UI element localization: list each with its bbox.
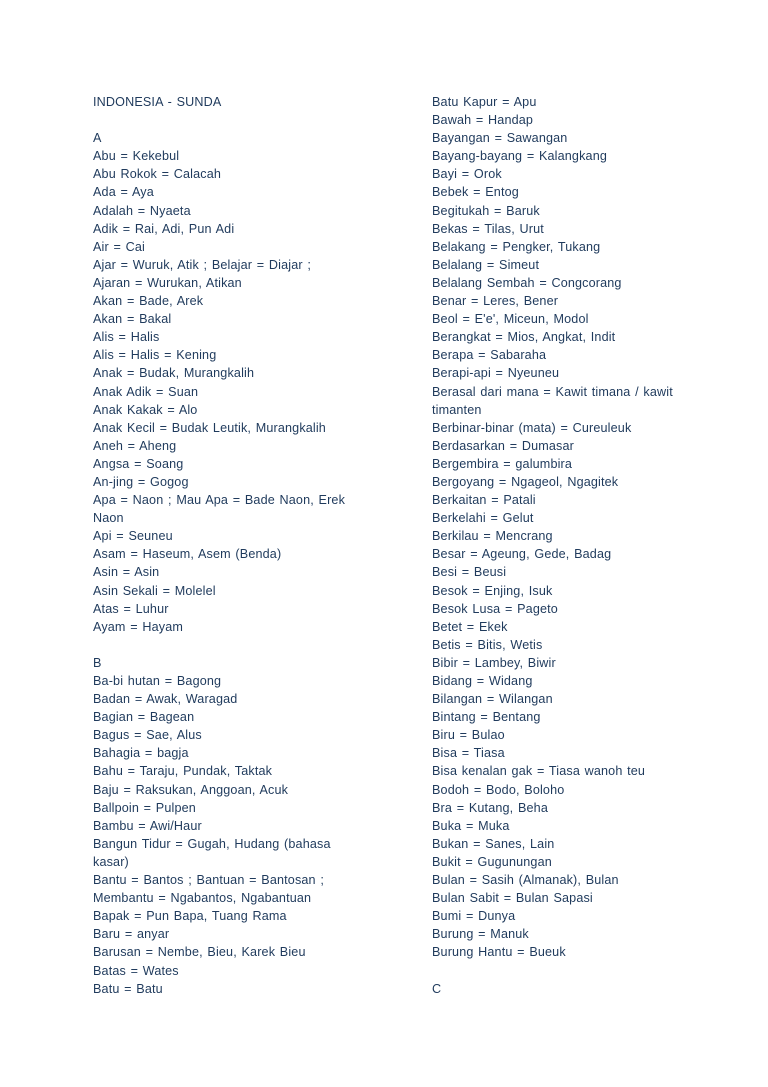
- dictionary-entry: Besi = Beusi: [432, 565, 507, 580]
- dictionary-entry: Bulan = Sasih (Almanak), Bulan: [432, 873, 619, 888]
- dictionary-entry: Api = Seuneu: [93, 529, 173, 544]
- document-title: INDONESIA - SUNDA: [93, 95, 222, 109]
- dictionary-entry: Adik = Rai, Adi, Pun Adi: [93, 221, 235, 236]
- dictionary-entry: Betis = Bitis, Wetis: [432, 637, 543, 652]
- dictionary-entry: Alis = Halis: [93, 330, 160, 345]
- dictionary-entry: Naon: [93, 511, 124, 526]
- dictionary-entry: Bawah = Handap: [432, 113, 534, 128]
- dictionary-entry: Badan = Awak, Waragad: [93, 692, 238, 707]
- spacer: [432, 962, 717, 980]
- dictionary-entry: Ajar = Wuruk, Atik ; Belajar = Diajar ;: [93, 257, 311, 272]
- dictionary-entry: Akan = Bakal: [93, 312, 172, 327]
- dictionary-entry: Angsa = Soang: [93, 456, 184, 471]
- dictionary-entry: Ballpoin = Pulpen: [93, 800, 196, 815]
- dictionary-entry: Anak = Budak, Murangkalih: [93, 366, 255, 381]
- dictionary-entry: Ajaran = Wurukan, Atikan: [93, 275, 242, 290]
- dictionary-entry: Beol = E'e', Miceun, Modol: [432, 312, 589, 327]
- right-column: [432, 93, 717, 998]
- dictionary-entry: Baju = Raksukan, Anggoan, Acuk: [93, 782, 289, 797]
- dictionary-entry: Bambu = Awi/Haur: [93, 818, 202, 833]
- dictionary-entry: timanten: [432, 402, 482, 417]
- dictionary-entry: Belalang = Simeut: [432, 257, 540, 272]
- dictionary-entry: Berbinar-binar (mata) = Cureuleuk: [432, 420, 632, 435]
- dictionary-entry: Bisa kenalan gak = Tiasa wanoh teu: [432, 764, 646, 779]
- dictionary-entry: Berkaitan = Patali: [432, 493, 536, 508]
- dictionary-entry: Berasal dari mana = Kawit timana / kawit: [432, 384, 673, 399]
- dictionary-entry: Apa = Naon ; Mau Apa = Bade Naon, Erek: [93, 493, 346, 508]
- dictionary-entry: Besar = Ageung, Gede, Badag: [432, 547, 612, 562]
- dictionary-entry: Biru = Bulao: [432, 728, 505, 743]
- dictionary-entry: Barusan = Nembe, Bieu, Karek Bieu: [93, 945, 306, 960]
- dictionary-entry: Bayi = Orok: [432, 167, 502, 182]
- dictionary-entry: Baru = anyar: [93, 927, 170, 942]
- dictionary-entry: Bergembira = galumbira: [432, 456, 573, 471]
- dictionary-entry: Besok Lusa = Pageto: [432, 601, 558, 616]
- dictionary-entry: Batu = Batu: [93, 981, 163, 996]
- section-heading-c: C: [432, 981, 442, 996]
- spacer: [93, 111, 383, 129]
- dictionary-entry: Asam = Haseum, Asem (Benda): [93, 547, 282, 562]
- dictionary-entry: Ada = Aya: [93, 185, 154, 200]
- dictionary-entry: Begitukah = Baruk: [432, 203, 540, 218]
- dictionary-entry: Asin Sekali = Molelel: [93, 583, 216, 598]
- dictionary-entry: Burung = Manuk: [432, 927, 529, 942]
- dictionary-entry: Air = Cai: [93, 239, 145, 254]
- dictionary-entry: Bayangan = Sawangan: [432, 131, 568, 146]
- dictionary-entry: Bibir = Lambey, Biwir: [432, 655, 556, 670]
- dictionary-entry: Bintang = Bentang: [432, 710, 541, 725]
- dictionary-entry: Berdasarkan = Dumasar: [432, 438, 574, 453]
- dictionary-entry: Bergoyang = Ngageol, Ngagitek: [432, 474, 619, 489]
- dictionary-entry: Asin = Asin: [93, 565, 160, 580]
- section-b-entries: [93, 672, 383, 998]
- dictionary-entry: Besok = Enjing, Isuk: [432, 583, 553, 598]
- dictionary-entry: Bukan = Sanes, Lain: [432, 836, 555, 851]
- dictionary-entry: Batas = Wates: [93, 963, 179, 978]
- dictionary-entry: Betet = Ekek: [432, 619, 508, 634]
- dictionary-entry: Atas = Luhur: [93, 601, 169, 616]
- dictionary-entry: Bulan Sabit = Bulan Sapasi: [432, 891, 593, 906]
- dictionary-entry: Aneh = Aheng: [93, 438, 177, 453]
- dictionary-entry: Bebek = Entog: [432, 185, 519, 200]
- dictionary-entry: Buka = Muka: [432, 818, 510, 833]
- dictionary-entry: Burung Hantu = Bueuk: [432, 945, 566, 960]
- dictionary-entry: Bahu = Taraju, Pundak, Taktak: [93, 764, 273, 779]
- dictionary-entry: kasar): [93, 854, 129, 869]
- dictionary-entry: Bagian = Bagean: [93, 710, 195, 725]
- dictionary-entry: Belalang Sembah = Congcorang: [432, 275, 622, 290]
- spacer: [93, 636, 383, 654]
- section-a-entries: [93, 147, 383, 636]
- dictionary-entry: Berapa = Sabaraha: [432, 348, 547, 363]
- dictionary-entry: Anak Kecil = Budak Leutik, Murangkalih: [93, 420, 326, 435]
- dictionary-entry: Akan = Bade, Arek: [93, 294, 204, 309]
- dictionary-entry: Batu Kapur = Apu: [432, 95, 537, 109]
- dictionary-entry: Adalah = Nyaeta: [93, 203, 191, 218]
- dictionary-entry: An-jing = Gogog: [93, 474, 189, 489]
- dictionary-entry: Abu Rokok = Calacah: [93, 167, 222, 182]
- dictionary-entry: Benar = Leres, Bener: [432, 294, 559, 309]
- dictionary-entry: Bilangan = Wilangan: [432, 692, 553, 707]
- dictionary-entry: Anak Adik = Suan: [93, 384, 199, 399]
- dictionary-entry: Alis = Halis = Kening: [93, 348, 217, 363]
- dictionary-entry: Berangkat = Mios, Angkat, Indit: [432, 330, 616, 345]
- dictionary-entry: Bidang = Widang: [432, 674, 533, 688]
- dictionary-entry: Bahagia = bagja: [93, 746, 189, 761]
- dictionary-entry: Bapak = Pun Bapa, Tuang Rama: [93, 909, 287, 924]
- dictionary-entry: Bodoh = Bodo, Boloho: [432, 782, 565, 797]
- section-heading-a: A: [93, 131, 102, 146]
- section-heading-b: B: [93, 655, 102, 670]
- dictionary-entry: Bukit = Gugunungan: [432, 854, 552, 869]
- dictionary-entry: Abu = Kekebul: [93, 149, 180, 164]
- dictionary-entry: Anak Kakak = Alo: [93, 402, 198, 417]
- left-column: [93, 93, 383, 998]
- section-b-continued-entries: [432, 93, 717, 962]
- dictionary-entry: Bra = Kutang, Beha: [432, 800, 548, 815]
- dictionary-entry: Berkilau = Mencrang: [432, 529, 553, 544]
- dictionary-entry: Ba-bi hutan = Bagong: [93, 674, 222, 688]
- dictionary-entry: Membantu = Ngabantos, Ngabantuan: [93, 891, 312, 906]
- dictionary-entry: Bisa = Tiasa: [432, 746, 505, 761]
- dictionary-entry: Bagus = Sae, Alus: [93, 728, 202, 743]
- dictionary-entry: Bangun Tidur = Gugah, Hudang (bahasa: [93, 836, 331, 851]
- dictionary-entry: Bekas = Tilas, Urut: [432, 221, 544, 236]
- dictionary-entry: Berapi-api = Nyeuneu: [432, 366, 560, 381]
- dictionary-entry: Bantu = Bantos ; Bantuan = Bantosan ;: [93, 873, 325, 888]
- dictionary-entry: Berkelahi = Gelut: [432, 511, 534, 526]
- dictionary-entry: Bumi = Dunya: [432, 909, 516, 924]
- dictionary-entry: Belakang = Pengker, Tukang: [432, 239, 601, 254]
- dictionary-entry: Bayang-bayang = Kalangkang: [432, 149, 607, 164]
- dictionary-entry: Ayam = Hayam: [93, 619, 184, 634]
